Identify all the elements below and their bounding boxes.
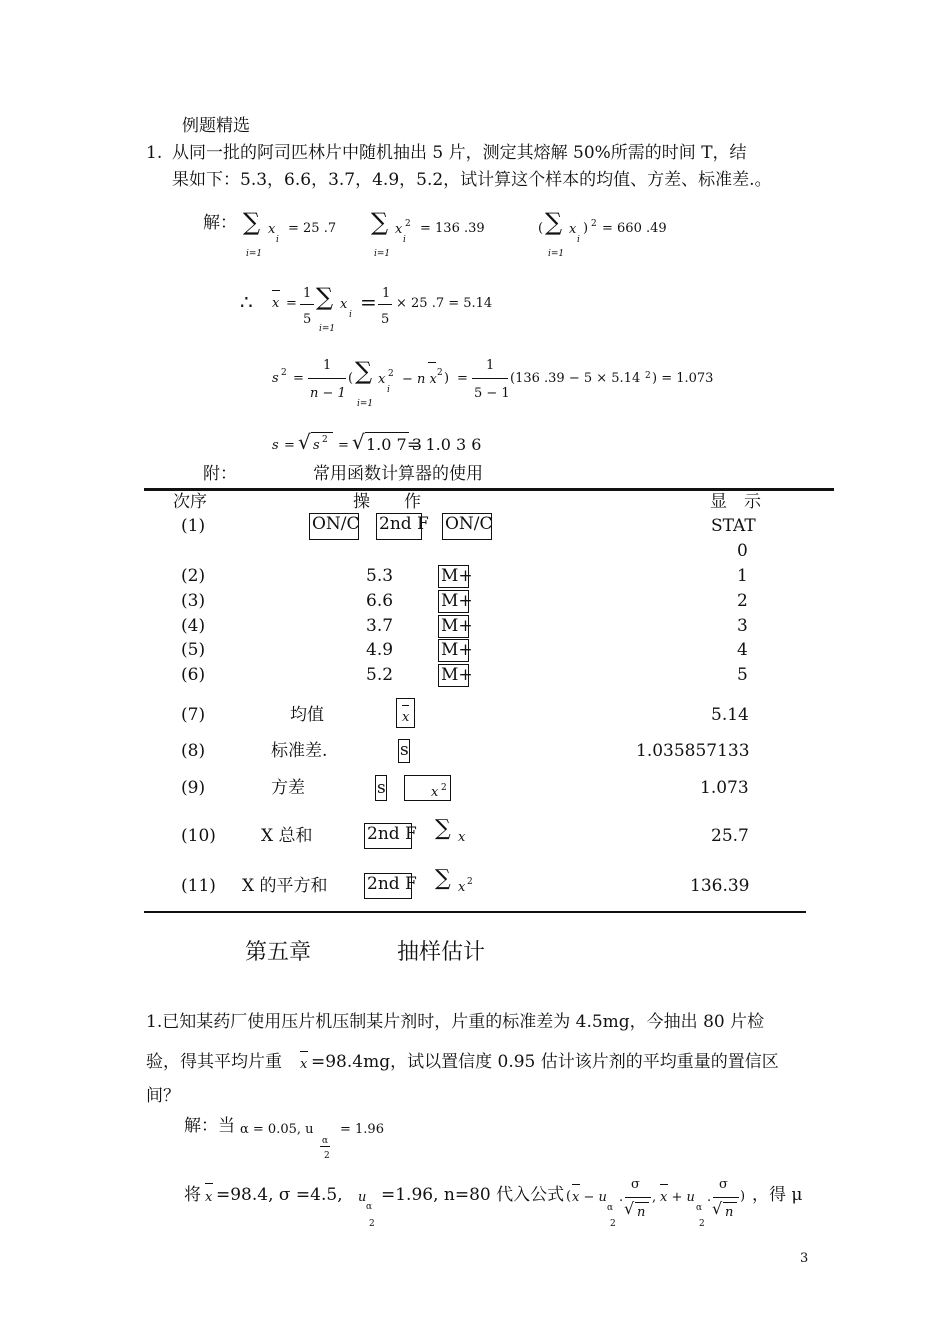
mean-bar [300, 1051, 308, 1052]
sum-index: i=1 [319, 324, 336, 334]
key-m-plus: M+ [438, 664, 469, 687]
table-row-display: 5.14 [711, 705, 749, 725]
table-row-display: 25.7 [711, 826, 749, 846]
formula-term: − n x [402, 372, 437, 387]
key-x-squared [404, 775, 451, 801]
sqrt-bar [311, 432, 333, 433]
fraction-den: 5 [381, 312, 390, 327]
table-bottom-rule [144, 911, 806, 913]
key-on-c: ON/C [442, 513, 492, 540]
formula-sup: 2 [388, 369, 394, 379]
fraction-num: 1 [382, 286, 391, 301]
paren-close: ) [740, 1189, 746, 1204]
sigma-symbol: ∑ [371, 208, 389, 236]
fraction-num: 1 [323, 358, 332, 373]
header-seq: 次序 [173, 492, 207, 512]
alpha-sub: α [696, 1203, 703, 1213]
dot: . [707, 1190, 712, 1205]
formula-var: x [268, 222, 276, 237]
table-row-value: 5.3 [366, 566, 394, 586]
fraction-line [378, 304, 392, 305]
formula-var: s [272, 371, 279, 386]
fraction-num: 1 [486, 358, 495, 373]
sum-index: i=1 [548, 249, 565, 259]
formula-sub: i [387, 385, 390, 395]
table-row-display: 2 [737, 591, 748, 611]
table-row-name: 标准差. [271, 741, 328, 761]
formula-var: x [395, 222, 403, 237]
table-row-seq: (4) [181, 616, 206, 636]
mean-bar [572, 1184, 580, 1185]
table-row-seq: (7) [181, 705, 206, 725]
paren-close: ) [583, 221, 589, 236]
fraction-den: 5 − 1 [474, 386, 510, 401]
sigma-symbol: ∑ [545, 208, 563, 236]
substitute-values: =98.4, σ =4.5, [216, 1185, 343, 1205]
problem-line-1: 1.已知某药厂使用压片机压制某片剂时，片重的标准差为 4.5mg，今抽出 80 片检 [146, 1012, 765, 1032]
formula-sub: i [276, 235, 279, 245]
equals: = [338, 438, 349, 453]
table-row-value: 6.6 [366, 591, 394, 611]
section-heading: 例题精选 [182, 116, 250, 136]
key-m-plus: M+ [438, 615, 469, 638]
sigma-symbol: ∑ [435, 816, 451, 841]
formula-sup: 2 [645, 371, 651, 381]
mean-bar [402, 705, 409, 706]
problem-line-3: 间？ [146, 1086, 180, 1106]
key-m-plus: M+ [438, 565, 469, 588]
equals: = [286, 296, 297, 311]
sqrt-symbol: √ [624, 1199, 635, 1218]
table-top-rule [144, 488, 834, 491]
sigma-symbol: ∑ [243, 208, 261, 236]
fraction-line [472, 378, 508, 379]
formula-sup: 2 [322, 435, 328, 445]
table-row-value: 3.7 [366, 616, 394, 636]
table-row-value: 4.9 [366, 640, 394, 660]
sqrt-bar [723, 1202, 737, 1203]
chapter-title: 抽样估计 [397, 940, 486, 965]
substitute-label: 将 [184, 1185, 201, 1205]
equals: = [293, 371, 304, 386]
sd-result: = 1.0 3 6 [407, 435, 482, 454]
formula-var: n [725, 1205, 734, 1220]
key-2nd-f: 2nd F [376, 513, 422, 540]
table-row-seq: (6) [181, 665, 206, 685]
formula-var: x [458, 830, 466, 845]
sqrt-symbol: √ [352, 430, 365, 454]
table-row-seq: (10) [181, 826, 216, 846]
table-row-name: 均值 [290, 705, 324, 725]
formula-var: s [313, 438, 320, 453]
problem-line-2a: 验，得其平均片重 [146, 1052, 282, 1072]
appendix-label: 附： [203, 464, 237, 484]
fraction-den: n − 1 [310, 386, 346, 401]
therefore-symbol: ∴ [240, 290, 253, 314]
table-row-name: 方差 [271, 778, 305, 798]
key-mean [396, 698, 415, 728]
formula-var: x [340, 297, 348, 312]
question-line-1: 从同一批的阿司匹林片中随机抽出 5 片，测定其熔解 50%所需的时间 T，结 [172, 143, 747, 163]
formula-var: s [272, 438, 279, 453]
u-value: = 1.96 [340, 1122, 384, 1137]
formula-var: x + u [660, 1190, 695, 1205]
mean-bar [205, 1183, 213, 1184]
table-row-display: STAT [711, 516, 756, 536]
formula-var: x [458, 880, 466, 895]
sigma-symbol: ∑ [435, 866, 451, 891]
sum-value-2: = 136 .39 [420, 221, 485, 236]
table-row-display: 4 [737, 640, 748, 660]
sigma-num: σ [719, 1177, 728, 1192]
equals: = [457, 371, 468, 386]
key-s: s [375, 775, 387, 801]
alpha-sub: α [366, 1202, 373, 1212]
header-operation: 操 作 [353, 492, 421, 512]
formula-sub: i [577, 235, 580, 245]
formula-sup: 2 [467, 877, 473, 887]
formula-sup: 2 [437, 368, 443, 378]
alpha-sub-den: 2 [610, 1219, 616, 1229]
formula-sup: 2 [281, 368, 287, 378]
mean-result: × 25 .7 = 5.14 [396, 296, 493, 311]
sum-index: i=1 [246, 249, 263, 259]
mean-bar [428, 362, 436, 363]
page-number: 3 [800, 1251, 809, 1266]
question-line-2: 果如下：5.3，6.6，3.7，4.9，5.2，试计算这个样本的均值、方差、标准差.。 [172, 170, 772, 190]
formula-sub: i [349, 310, 352, 320]
sqrt-symbol: √ [298, 430, 311, 454]
equals: = [284, 438, 295, 453]
table-row-display: 1 [737, 566, 748, 586]
key-2nd-f: 2nd F [364, 823, 412, 849]
key-mean-symbol: x [402, 710, 410, 725]
alpha-sub-den: 2 [369, 1219, 375, 1229]
table-row-display: 3 [737, 616, 748, 636]
alpha-expression: α = 0.05, u [240, 1122, 314, 1137]
sigma-symbol: ∑ [355, 357, 373, 385]
table-row-value: 5.2 [366, 665, 394, 685]
table-row-seq: (1) [181, 516, 206, 536]
formula-var: n [637, 1205, 646, 1220]
table-row-seq: (3) [181, 591, 206, 611]
alpha-sub-den: 2 [324, 1151, 330, 1161]
variance-calc: (136 .39 − 5 × 5.14 [510, 371, 641, 386]
sigma-num: σ [631, 1177, 640, 1192]
table-row-display: 5 [737, 665, 748, 685]
question-number: 1. [146, 143, 163, 163]
alpha-sub-den: 2 [699, 1219, 705, 1229]
sum-index: i=1 [374, 249, 391, 259]
comma: , [652, 1190, 657, 1205]
formula-var: x [205, 1190, 213, 1205]
formula-var: x [272, 296, 280, 311]
problem-solution-label: 解：当 [184, 1116, 235, 1136]
sqrt-symbol: √ [712, 1199, 723, 1218]
formula-sup: 2 [405, 219, 411, 229]
header-display: 显 示 [710, 492, 761, 512]
table-row-name: X 的平方和 [242, 876, 328, 896]
fraction-line [300, 304, 314, 305]
fraction-num: 1 [303, 286, 312, 301]
sqrt-bar [635, 1202, 649, 1203]
fraction-line [320, 1146, 330, 1147]
table-row-display: 1.035857133 [636, 741, 750, 761]
table-row-display: 1.073 [700, 778, 749, 798]
table-row-seq: (5) [181, 640, 206, 660]
table-row-seq: (11) [181, 876, 216, 896]
paren-open: ( [538, 221, 544, 236]
key-s: s [398, 739, 410, 763]
key-2nd-f: 2nd F [364, 873, 412, 899]
table-row-seq: (9) [181, 778, 206, 798]
substitute-formula-text: =1.96, n=80 代入公式 [381, 1185, 565, 1205]
key-x-symbol: x [431, 785, 439, 800]
solution-label: 解： [203, 213, 237, 233]
equals: = [360, 290, 377, 314]
mean-bar [660, 1184, 668, 1185]
sum-value-3: = 660 .49 [602, 221, 667, 236]
sigma-symbol: ∑ [316, 283, 334, 311]
dot: . [619, 1190, 624, 1205]
fraction-line [713, 1197, 739, 1198]
table-row-name: X 总和 [261, 826, 313, 846]
alpha-sub: α [607, 1203, 614, 1213]
fraction-den: 5 [303, 312, 312, 327]
paren-open: ( [566, 1189, 572, 1204]
paren-close: ) [444, 371, 450, 386]
fraction-line [625, 1197, 651, 1198]
formula-var: x [569, 222, 577, 237]
formula-var: x [378, 372, 386, 387]
sqrt-radicand: 1.0 7 3 [366, 435, 422, 454]
key-m-plus: M+ [438, 639, 469, 662]
alpha-sub: α [322, 1136, 329, 1146]
formula-var: x − u [572, 1190, 607, 1205]
sum-value-1: = 25 .7 [288, 221, 337, 236]
chapter-number: 第五章 [245, 940, 312, 965]
formula-var: u [358, 1190, 367, 1205]
formula-sup: 2 [591, 219, 597, 229]
sqrt-bar [365, 432, 409, 433]
mean-bar [272, 290, 280, 291]
key-x-sup: 2 [441, 783, 447, 793]
appendix-title: 常用函数计算器的使用 [313, 464, 483, 484]
key-on-c: ON/C [309, 513, 359, 540]
table-row-seq: (8) [181, 741, 206, 761]
sum-index: i=1 [357, 399, 374, 409]
variance-result: ) = 1.073 [652, 371, 714, 386]
paren-open: ( [348, 371, 354, 386]
table-row-display: 0 [737, 541, 748, 561]
fraction-line [308, 378, 346, 379]
key-m-plus: M+ [438, 590, 469, 613]
problem-line-2b: =98.4mg，试以置信度 0.95 估计该片剂的平均重量的置信区 [311, 1052, 779, 1072]
table-row-seq: (2) [181, 566, 206, 586]
formula-sub: i [403, 235, 406, 245]
formula-var: x [300, 1057, 308, 1072]
substitute-result-text: ，得 μ [752, 1185, 803, 1205]
table-row-display: 136.39 [690, 876, 750, 896]
